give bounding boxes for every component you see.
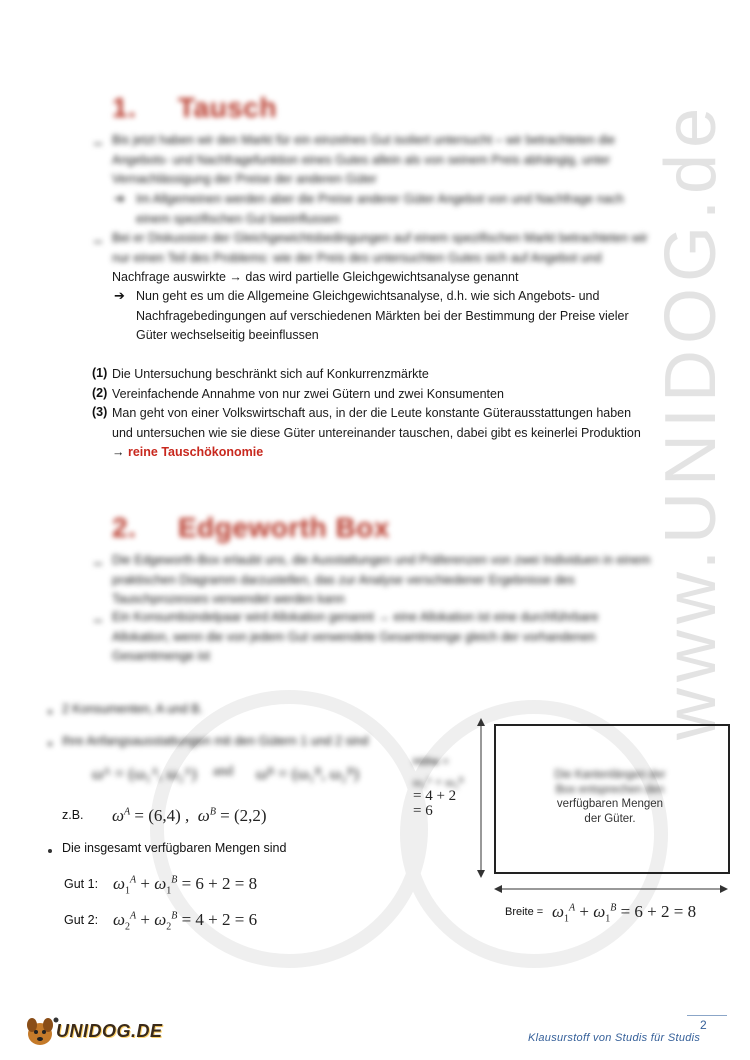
slide-bullet bbox=[48, 742, 52, 746]
equation-blurred-b: ωᴮ = (ω₁ᴮ, ω₂ᴮ) bbox=[256, 764, 360, 783]
footer-divider bbox=[687, 1015, 727, 1016]
slide-bullet-text: Ihre Anfangsausstattungen mit den Gütern 1 und 2 sind bbox=[62, 734, 369, 748]
hoehe-label: Höhe = bbox=[413, 756, 449, 768]
result-line bbox=[112, 443, 263, 463]
arrow-bullet-icon: ➔ bbox=[114, 191, 125, 206]
paragraph-blurred: Die Edgeworth-Box erlaubt uns, die Ausstattungen und Präferenzen von zwei Individuen in einem praktischen Diagramm darzustellen, das zur Analyse verschiedener Ergebnisse des Tauschprozesses verwendet werden kann bbox=[112, 553, 651, 606]
hoehe-equation-top: ω₂ᴬ + ω₂ᴮ bbox=[413, 774, 464, 789]
section-1-heading bbox=[112, 92, 277, 124]
height-arrow bbox=[474, 718, 488, 878]
paragraph-blurred: Im Allgemeinen werden aber die Preise anderer Güter Angebot von und Nachfrage nach einem spezifischen Gut beeinflussen bbox=[136, 192, 624, 226]
equation-blurred-a: ωᴬ = (ω₁ᴬ, ω₂ᴬ) bbox=[92, 764, 197, 783]
slide-bullet bbox=[48, 710, 52, 714]
bullet-dash bbox=[94, 143, 102, 145]
section-1-number: 1. bbox=[112, 92, 137, 123]
list-item: Vereinfachende Annahme von nur zwei Gütern und zwei Konsumenten bbox=[112, 387, 504, 401]
paragraph-blurred: Bis jetzt haben wir den Markt für ein einzelnes Gut isoliert untersucht – wir betrachteten die Angebots- und Nachfragefunktion eines Gutes allein als von seinem Preis abhängig, unter Vernachlässigung der Preise der anderen Güter bbox=[112, 133, 616, 186]
slide-bullet-text: 2 Konsumenten, A und B. bbox=[62, 702, 204, 716]
gut2-label: Gut 2: bbox=[64, 913, 99, 927]
breite-equation: $\omega_1^A + \omega_1^B = 6 + 2 = 8$ bbox=[552, 902, 697, 925]
equation-blurred-and: and bbox=[213, 764, 234, 779]
section-2-title: Edgeworth Box bbox=[178, 512, 390, 543]
list-item: Die Untersuchung beschränkt sich auf Konkurrenzmärkte bbox=[112, 367, 429, 381]
slide-bullet bbox=[48, 849, 52, 853]
list-number: (1) bbox=[92, 366, 108, 380]
highlight-term: reine Tauschökonomie bbox=[127, 445, 264, 459]
arrow-bullet-icon: ➔ bbox=[114, 288, 125, 303]
paragraph-partial-equilibrium: Nachfrage auswirkte → das wird partielle Gleichgewichtsanalyse genannt bbox=[112, 270, 519, 284]
paragraph-blurred: Bei er Diskussion der Gleichgewichtsbedingungen auf einem spezifischen Markt betrachteten wir nur einen Teil des Problems: wie der Preis des untersuchten Gutes sich auf Angebot und bbox=[112, 231, 648, 265]
breite-label: Breite = bbox=[505, 906, 544, 918]
gut1-label: Gut 1: bbox=[64, 877, 99, 891]
bullet-dash bbox=[94, 563, 102, 565]
bullet-dash bbox=[94, 620, 102, 622]
width-arrow bbox=[494, 883, 728, 895]
hoehe-equation-bot: = 6 bbox=[413, 803, 433, 819]
logo-text: UNIDOG.DE bbox=[56, 1021, 163, 1041]
paragraph-blurred: Ein Konsumbündelpaar wird Allokation genannt → eine Allokation ist eine durchführbare Allokation, wenn die von jedem Gut verwendete Gesamtmenge gleich der vorhandenen Gesamtmenge ist bbox=[112, 610, 599, 663]
bullet-dash bbox=[94, 241, 102, 243]
endowment-a-equation: $\omega^A = (6,4)$ , $\omega^B = (2,2)$ bbox=[112, 806, 267, 825]
paragraph-general-equilibrium: Nun geht es um die Allgemeine Gleichgewichtsanalyse, d.h. wie sich Angebots- und Nachfragebedingungen auf verschiedenen Märkten bei der Bestimmung der Preise vieler Güter wechselseitig beeinflussen bbox=[136, 289, 629, 342]
section-1-title: Tausch bbox=[178, 92, 277, 123]
gut1-equation: $\omega_1^A + \omega_1^B = 6 + 2 = 8$ bbox=[113, 874, 258, 897]
zb-label: z.B. bbox=[62, 808, 84, 822]
footer-tagline: Klausurstoff von Studis für Studis bbox=[528, 1032, 701, 1044]
list-item: Man geht von einer Volkswirtschaft aus, in der die Leute konstante Güterausstattungen haben und untersuchen wie sie diese Güter untereinander tauschen, dabei gibt es keinerlei Produktion bbox=[112, 406, 641, 440]
list-number: (3) bbox=[92, 405, 108, 419]
section-2-heading bbox=[112, 512, 390, 544]
box-caption: verfügbaren Mengen der Güter. bbox=[556, 798, 664, 825]
watermark-text: www.UNIDOG.de bbox=[651, 101, 731, 740]
box-caption-blurred: Die Kantenlängen der Box entsprechen den bbox=[554, 769, 666, 796]
hoehe-equation-mid: = 4 + 2 bbox=[413, 788, 457, 804]
list-number: (2) bbox=[92, 386, 108, 400]
arrow-icon: → bbox=[112, 445, 125, 459]
slide-bullet-text: Die insgesamt verfügbaren Mengen sind bbox=[62, 841, 287, 855]
gut2-equation: $\omega_2^A + \omega_2^B = 4 + 2 = 6$ bbox=[113, 910, 258, 933]
page-number: 2 bbox=[700, 1018, 707, 1032]
section-2-number: 2. bbox=[112, 512, 137, 543]
